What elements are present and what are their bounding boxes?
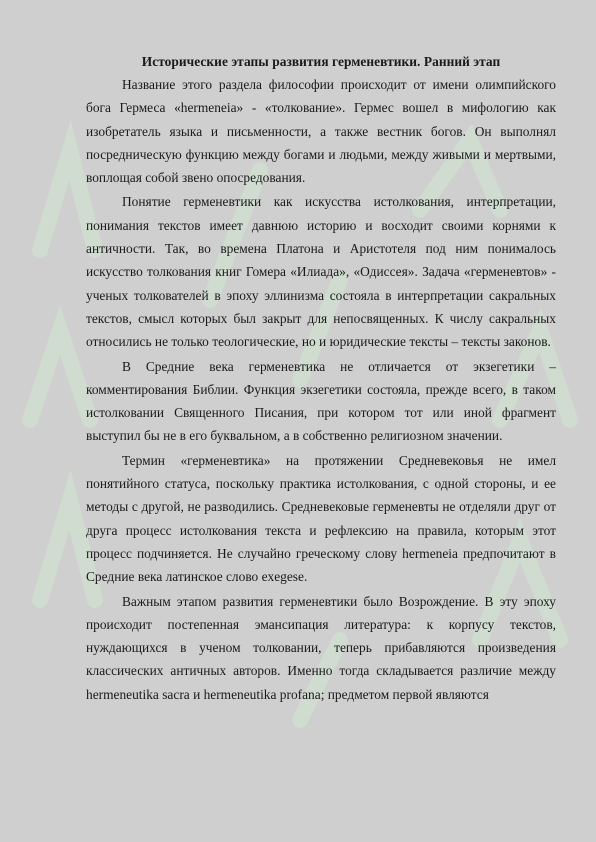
- paragraph-renaissance: Важным этапом развития герменевтики было Возрождение. В эту эпоху происходит постепенная эмансипация литература: к корпусу текстов, нуждающихся в ученом толковании, теперь прибавляются произведения классических античных авторов. Именно тогда складывается различие между hermeneutika sacra и hermeneutika profana; предметом первой являются: [86, 593, 556, 702]
- paragraph-hermes: Название этого раздела философии происходит от имени олимпийского бога Гермеса «hermeneia» - «толкование». Гермес вошел в мифологию как изобретатель языка и письменности, а также вестник богов. Он выполнял посредническую функцию между богами и людьми, между живыми и мертвыми, воплощая собой звено опосредования.: [86, 77, 556, 186]
- paragraph-antiquity: Понятие герменевтики как искусства истолкования, интерпретации, понимания текстов имеет давнюю историю и восходит своими корнями к античности. Так, во времена Платона и Аристотеля под ним понималось искусство толкования книг Гомера «Илиада», «Одиссея». Задача «герменевтов» - ученых толкователей в эпоху эллинизма состояла в интерпретации сакральных текстов, смысл которых был закрыт для непосвященных. К числу сакральных относились не только теологические, но и юридические тексты – тексты законов.: [86, 194, 556, 350]
- document-title: Исторические этапы развития герменевтики. Ранний этап: [141, 54, 501, 69]
- paragraph-middle-ages: В Средние века герменевтика не отличается от экзегетики – комментирования Библии. Функция экзегетики состояла, прежде всего, в таком истолковании Священного Писания, при котором тот или иной фрагмент выступил бы не в его буквальном, а в собственно религиозном значении.: [86, 358, 556, 444]
- paragraph-term: Термин «герменевтика» на протяжении Средневековья не имел понятийного статуса, поскольку практика истолкования, с одной стороны, и ее методы с другой, не разводились. Средневековые герменевты не отделяли друг от друга процесс истолкования текста и рефлексию на правила, которым этот процесс подчиняется. Не случайно греческому слову hermeneia предпочитают в Средние века латинское слово exegese.: [86, 452, 556, 585]
- document-page: [86, 52, 556, 706]
